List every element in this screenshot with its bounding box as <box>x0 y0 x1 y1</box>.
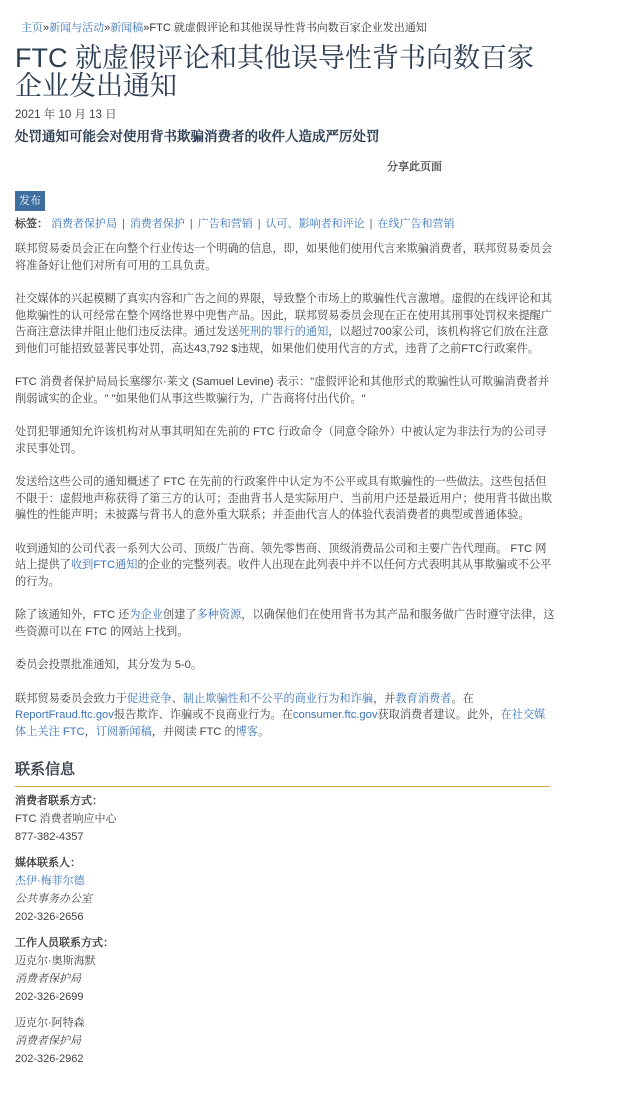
paragraph <box>15 657 555 674</box>
paragraph-text: ，以超过700家公司，该机构将它们放在注意到他们可能招致显著民事处罚，高达43,792 $违规，如果他们使用代言的方式，违背了之前FTC行政案件。 <box>15 326 549 355</box>
paragraph <box>15 541 555 591</box>
contact-name-link[interactable]: 杰伊·梅菲尔德 <box>15 875 85 887</box>
article <box>15 0 555 1098</box>
tag-link[interactable]: 消费者保护局 <box>51 218 118 230</box>
tag-separator: | <box>189 218 193 230</box>
inline-link[interactable]: consumer.ftc.gov <box>292 709 378 721</box>
paragraph-text: 联邦贸易委员会正在向整个行业传达一个明确的信息，即，如果他们使用代言来欺骗消费者，联邦贸易委员会将准备好让他们对所有可用的工具负责。 <box>15 243 553 272</box>
publish-date: 2021 年 10 月 13 日 <box>15 109 117 121</box>
inline-link[interactable]: 博客 <box>235 725 259 738</box>
breadcrumb-sep: » <box>104 22 111 34</box>
paragraph-text: 发送给这些公司的通知概述了 FTC 在先前的行政案件中认定为不公平或具有欺骗性的一些做法。这些包括但不限于：虚假地声称获得了第三方的认可；歪曲背书人是实际用户、当前用户还是最近用户；使用背书做出欺骗性的性能声明；未披露与背书人的意外重大联系；并歪曲代言人的体验代表消费者的典型或普通体验。 <box>15 476 553 521</box>
contact-group-heading: 消费者联系方式： <box>15 795 103 807</box>
tags <box>15 217 555 232</box>
share-page-link[interactable]: 分享此页面 <box>387 161 442 173</box>
inline-link[interactable]: 在社交媒体上关注 FTC <box>15 709 546 738</box>
contact-heading: 联系信息 <box>15 760 550 787</box>
contact-group <box>15 854 550 926</box>
tags-label: 标签： <box>15 218 48 230</box>
breadcrumb-news-events[interactable]: 新闻与活动 <box>49 22 105 34</box>
breadcrumb-home[interactable]: 主页 <box>21 22 43 34</box>
inline-link[interactable]: 多种资源 <box>196 609 242 621</box>
contact-line: FTC 消费者响应中心 <box>15 813 117 825</box>
paragraph <box>15 291 555 357</box>
breadcrumb-sep: » <box>143 22 150 34</box>
inline-link[interactable]: 订阅新闻稿 <box>95 725 152 738</box>
tag-link[interactable]: 广告和营销 <box>197 218 253 230</box>
contact-line: 消费者保护局 <box>15 1035 81 1047</box>
contact-line: 迈克尔·阿特森 <box>15 1017 85 1029</box>
paragraph-text: 报告欺诈、诈骗或不良商业行为。在 <box>113 709 293 721</box>
paragraph <box>15 241 555 274</box>
paragraph-text: ，以确保他们在使用背书为其产品和服务做广告时遵守法律，这些资源可以在 FTC 的网站上找到。 <box>15 609 555 638</box>
paragraph-text: ，并阅读 FTC 的 <box>151 725 236 738</box>
contact-group <box>15 792 550 846</box>
paragraph-text: ，并 <box>373 692 396 705</box>
inline-link[interactable]: 教育消费者 <box>395 692 452 705</box>
inline-link[interactable]: 为企业 <box>129 609 163 621</box>
page-title: FTC 就虚假评论和其他误导性背书向数百家企业发出通知 <box>15 43 534 101</box>
breadcrumb-sep: » <box>43 22 50 34</box>
breadcrumb <box>21 21 555 35</box>
contact-line: 消费者保护局 <box>15 973 81 985</box>
paragraph-text: 联邦贸易委员会致力于 <box>15 692 127 705</box>
contact-line: 迈克尔·奥斯海默 <box>15 955 96 967</box>
paragraph-text: 、 <box>171 692 183 705</box>
paragraph-text: 的企业的完整列表。收件人出现在此列表中并不以任何方式表明其从事欺骗或不公平的行为。 <box>15 559 552 588</box>
paragraph-text: 委员会投票批准通知，其分发为 5-0。 <box>15 659 203 671</box>
inline-link[interactable]: 制止欺骗性和不公平的商业行为和诈骗 <box>182 692 374 705</box>
contact-line: 202-326-2699 <box>15 991 84 1003</box>
paragraph-text: FTC 消费者保护局局长塞缪尔·莱文 (Samuel Levine) 表示："虚假评论和其他形式的欺骗性认可欺骗消费者并削弱诚实的企业。" "如果他们从事这些欺骗行为，广告商将付出代价。" <box>15 376 550 405</box>
contact-group-heading: 工作人员联系方式： <box>15 937 114 949</box>
paragraph <box>15 607 555 640</box>
subtitle: 处罚通知可能会对使用背书欺骗消费者的收件人造成严厉处罚 <box>15 129 380 144</box>
paragraph-text: 获取消费者建议。此外， <box>377 709 501 721</box>
tag-separator: | <box>257 218 261 230</box>
contact-line: 202-326-2656 <box>15 911 84 923</box>
tag-separator: | <box>369 218 373 230</box>
breadcrumb-current: FTC 就虚假评论和其他误导性背书向数百家企业发出通知 <box>149 22 427 34</box>
publish-badge[interactable]: 发布 <box>15 191 45 211</box>
contact-group <box>15 934 550 1006</box>
paragraph-text: 社交媒体的兴起模糊了真实内容和广告之间的界限，导致整个市场上的欺骗性代言激增。虚假的在线评论和其他欺骗性的认可经常在整个网络世界中兜售产品。因此，联邦贸易委员会现在正在使用其刑事处罚权来提醒广告商注意法律并阻止他们违反法律。通过发送 <box>15 293 553 338</box>
paragraph-text: 除了该通知外，FTC 还 <box>15 609 130 621</box>
contact-line: 877-382-4357 <box>15 831 84 843</box>
tag-link[interactable]: 认可、影响者和评论 <box>265 218 365 230</box>
paragraph <box>15 374 555 407</box>
tag-link[interactable]: 在线广告和营销 <box>377 218 455 230</box>
inline-link[interactable]: 促进竞争 <box>126 692 172 705</box>
breadcrumb-press-releases[interactable]: 新闻稿 <box>110 22 144 34</box>
contact-group <box>15 1014 550 1068</box>
contact-info <box>15 760 550 1068</box>
contact-line: 202-326-2962 <box>15 1053 84 1065</box>
paragraph-text: 。 <box>258 725 270 738</box>
paragraph-text: 收到通知的公司代表一系列大公司、顶级广告商、领先零售商、顶级消费品公司和主要广告代理商。 FTC 网站上提供了 <box>15 542 547 571</box>
tag-link[interactable]: 消费者保护 <box>129 218 185 230</box>
paragraph-text: 创建了 <box>162 609 197 621</box>
paragraph <box>15 474 555 524</box>
paragraph <box>15 424 555 457</box>
contact-line: 公共事务办公室 <box>15 893 92 905</box>
paragraph-text: 处罚犯罪通知允许该机构对从事其明知在先前的 FTC 行政命令（同意令除外）中被认定为非法行为的公司寻求民事处罚。 <box>15 426 547 455</box>
contact-group-heading: 媒体联系人： <box>15 857 81 869</box>
tag-separator: | <box>122 218 125 230</box>
inline-link[interactable]: ReportFraud.ftc.gov <box>15 709 114 721</box>
paragraph-text: ， <box>84 725 96 738</box>
paragraph-text: 。在 <box>451 692 474 705</box>
inline-link[interactable]: 收到FTC通知 <box>70 559 138 571</box>
inline-link[interactable]: 死刑的罪行的通知 <box>238 326 329 338</box>
article-body <box>15 241 555 740</box>
paragraph <box>15 691 555 741</box>
